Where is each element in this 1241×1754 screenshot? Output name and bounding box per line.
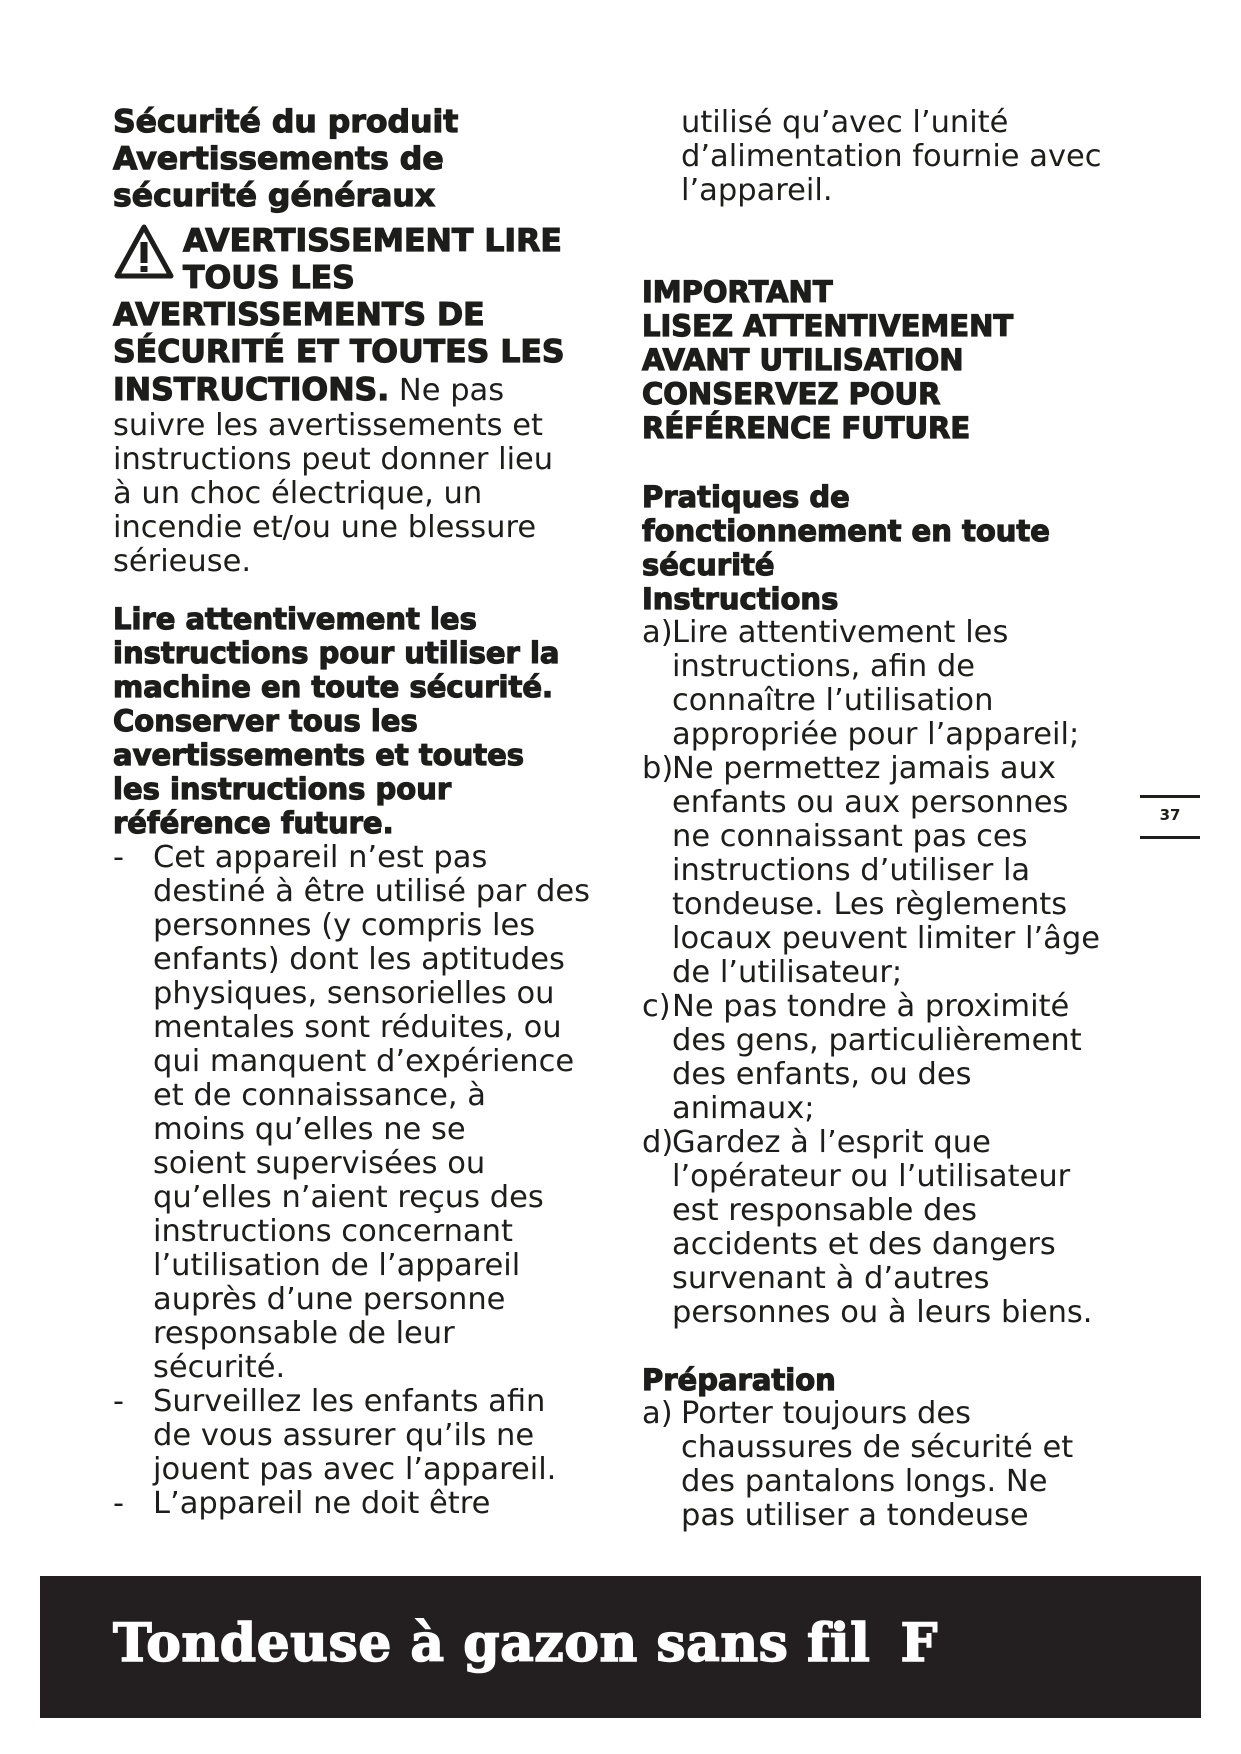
notice-line: les instructions pour: [113, 772, 452, 806]
text-line: ne connaissant pas ces: [672, 819, 1028, 854]
text-line: de l’utilisateur;: [672, 955, 903, 990]
language-code: F: [900, 1613, 938, 1674]
preparation-list: [642, 1397, 1132, 1533]
list-marker: c): [642, 989, 671, 1024]
text-line: physiques, sensorielles ou: [153, 976, 555, 1011]
safe-practices-heading: [642, 480, 1132, 616]
warning-line: AVERTISSEMENT LIRE: [183, 223, 562, 259]
product-safety-heading: [113, 104, 603, 215]
text-line: Surveillez les enfants afin: [153, 1384, 546, 1419]
important-line: IMPORTANT: [642, 275, 833, 309]
warning-block: [113, 223, 603, 579]
text-line: qui manquent d’expérience: [153, 1044, 575, 1079]
list-item: [642, 752, 1132, 990]
footer-title: [113, 1609, 938, 1679]
text-line: mentales sont réduites, ou: [153, 1010, 562, 1045]
page-number-rule-bottom: [1140, 836, 1200, 839]
text-line: locaux peuvent limiter l’âge: [672, 921, 1100, 956]
text-line: auprès d’une personne: [153, 1282, 506, 1317]
notice-line: référence future.: [113, 806, 394, 840]
text-line: l’appareil.: [681, 173, 833, 208]
dash-marker: -: [113, 1486, 125, 1521]
text-line: suivre les avertissements et: [113, 408, 543, 443]
text-line: instructions peut donner lieu: [113, 442, 554, 477]
text-line: responsable de leur: [153, 1316, 455, 1351]
text-line: instructions, afin de: [672, 649, 976, 684]
product-name: Tondeuse à gazon sans fil: [113, 1613, 871, 1674]
notice-line: Conserver tous les: [113, 704, 418, 738]
text-line: de vous assurer qu’ils ne: [153, 1418, 535, 1453]
text-line: qu’elles n’aient reçus des: [153, 1180, 544, 1215]
heading-line: fonctionnement en toute: [642, 514, 1050, 548]
list-marker: a): [642, 615, 673, 650]
warning-text-paragraph: [113, 409, 603, 579]
read-instructions-notice: [113, 602, 603, 840]
important-notice: [642, 275, 1132, 445]
dash-list: [113, 841, 603, 1521]
heading-line: sécurité généraux: [113, 178, 436, 214]
text-line: accidents et des dangers: [672, 1227, 1056, 1262]
text-line: Ne pas tondre à proximité: [672, 989, 1070, 1024]
text-line: des enfants, ou des: [672, 1057, 972, 1092]
heading-line: Instructions: [642, 582, 839, 616]
list-marker: d): [642, 1125, 674, 1160]
text-line: soient supervisées ou: [153, 1146, 486, 1181]
text-line: utilisé qu’avec l’unité: [681, 105, 1009, 140]
text-line: Cet appareil n’est pas: [153, 840, 488, 875]
text-line: chaussures de sécurité et: [681, 1430, 1074, 1465]
preparation-heading: Préparation: [642, 1363, 836, 1397]
text-line: d’alimentation fournie avec: [681, 139, 1102, 174]
list-marker: b): [642, 751, 674, 786]
heading-line: sécurité: [642, 548, 775, 582]
list-item: [642, 990, 1132, 1126]
text-line: l’utilisation de l’appareil: [153, 1248, 521, 1283]
text-line: instructions concernant: [153, 1214, 513, 1249]
text-line: enfants) dont les aptitudes: [153, 942, 565, 977]
page-number: 37: [1159, 806, 1181, 824]
text-line: et de connaissance, à: [153, 1078, 486, 1113]
text-line: animaux;: [672, 1091, 815, 1126]
text-line: personnes ou à leurs biens.: [672, 1295, 1093, 1330]
warning-text: Ne pas: [389, 373, 505, 408]
warning-line: AVERTISSEMENTS DE: [113, 297, 485, 333]
list-item: [113, 1487, 603, 1521]
text-line: à un choc électrique, un: [113, 476, 483, 511]
heading-line: Avertissements de: [113, 141, 444, 177]
text-line: jouent pas avec l’appareil.: [153, 1452, 557, 1487]
warning-line: TOUS LES: [183, 260, 355, 296]
text-line: pas utiliser a tondeuse: [681, 1498, 1029, 1533]
page-number-rule-top: [1140, 795, 1200, 798]
text-line: des gens, particulièrement: [672, 1023, 1082, 1058]
instructions-list: [642, 616, 1132, 1330]
text-line: est responsable des: [672, 1193, 978, 1228]
dash-marker: -: [113, 840, 125, 875]
notice-line: instructions pour utiliser la: [113, 636, 560, 670]
warning-instructions-bold: INSTRUCTIONS.: [113, 372, 390, 408]
text-line: Lire attentivement les: [672, 615, 1009, 650]
warning-triangle-icon: [113, 223, 175, 281]
text-line: Porter toujours des: [681, 1396, 972, 1431]
important-line: AVANT UTILISATION: [642, 343, 964, 377]
text-line: tondeuse. Les règlements: [672, 887, 1068, 922]
footer-bar: [40, 1576, 1201, 1718]
text-line: des pantalons longs. Ne: [681, 1464, 1048, 1499]
warning-line: SÉCURITÉ ET TOUTES LES: [113, 334, 565, 370]
text-line: Ne permettez jamais aux: [672, 751, 1056, 786]
continued-text: [642, 106, 1171, 208]
text-line: appropriée pour l’appareil;: [672, 717, 1080, 752]
list-item: [113, 1385, 603, 1487]
list-item: [642, 1397, 1132, 1533]
text-line: sérieuse.: [113, 544, 252, 579]
text-line: personnes (y compris les: [153, 908, 536, 943]
text-line: incendie et/ou une blessure: [113, 510, 537, 545]
notice-line: Lire attentivement les: [113, 602, 477, 636]
text-line: enfants ou aux personnes: [672, 785, 1069, 820]
heading-line: Sécurité du produit: [113, 104, 459, 140]
list-item: [113, 841, 603, 1385]
text-line: destiné à être utilisé par des: [153, 874, 591, 909]
notice-line: avertissements et toutes: [113, 738, 525, 772]
dash-marker: -: [113, 1384, 125, 1419]
notice-line: machine en toute sécurité.: [113, 670, 553, 704]
important-line: LISEZ ATTENTIVEMENT: [642, 309, 1014, 343]
text-line: Gardez à l’esprit que: [672, 1125, 991, 1160]
text-line: instructions d’utiliser la: [672, 853, 1031, 888]
text-line: l’opérateur ou l’utilisateur: [672, 1159, 1071, 1194]
list-item: [642, 1126, 1132, 1330]
text-line: survenant à d’autres: [672, 1261, 990, 1296]
text-line: moins qu’elles ne se: [153, 1112, 466, 1147]
heading-line: Pratiques de: [642, 480, 850, 514]
list-item: [642, 616, 1132, 752]
list-marker: a): [642, 1396, 673, 1431]
text-line: sécurité.: [153, 1350, 286, 1385]
important-line: CONSERVEZ POUR: [642, 377, 941, 411]
text-line: L’appareil ne doit être: [153, 1486, 491, 1521]
text-line: connaître l’utilisation: [672, 683, 994, 718]
important-line: RÉFÉRENCE FUTURE: [642, 411, 971, 445]
